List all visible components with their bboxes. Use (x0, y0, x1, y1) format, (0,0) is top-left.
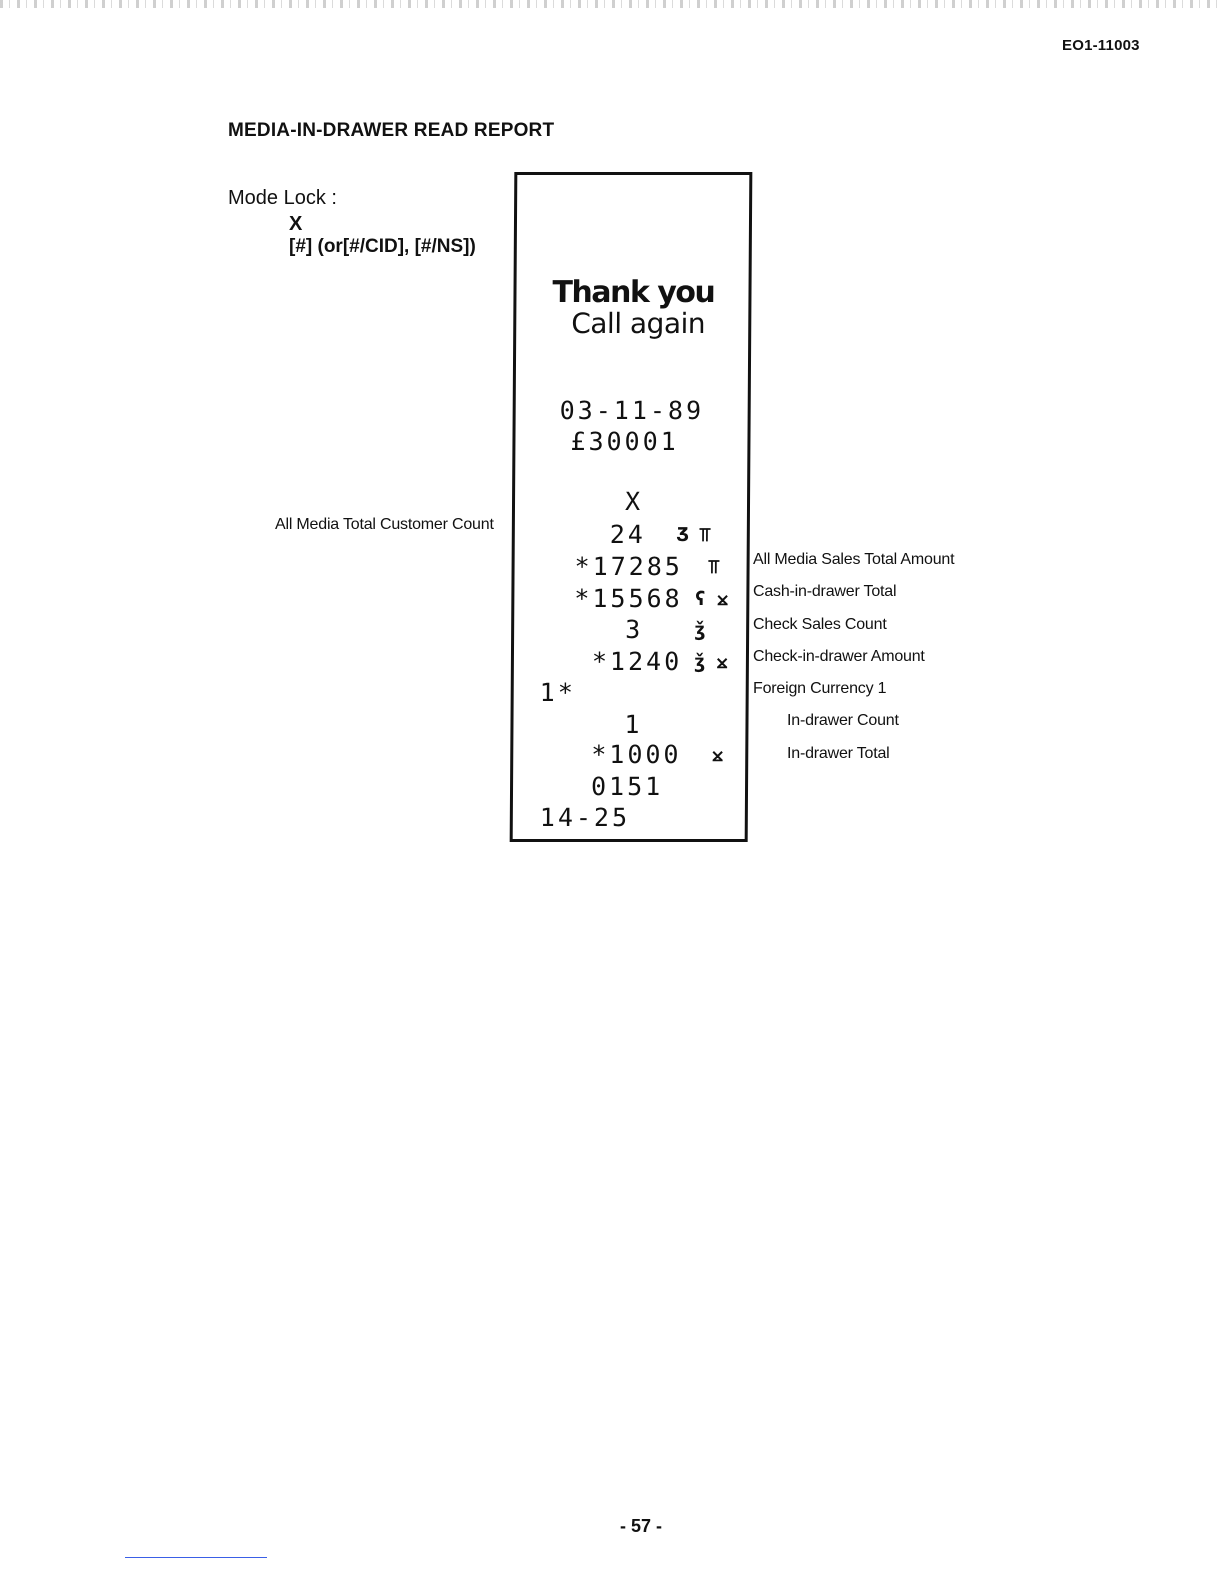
document-number: EO1-11003 (1062, 37, 1140, 54)
footer-rule (125, 1557, 267, 1558)
receipt-content (513, 175, 750, 839)
report-title: MEDIA-IN-DRAWER READ REPORT (228, 120, 555, 141)
receipt-register-number: £30001 (570, 427, 679, 456)
label-cash-in-drawer-total: Cash-in-drawer Total (753, 583, 897, 600)
scan-noise (0, 0, 1224, 8)
label-all-media-sales-total-amount: All Media Sales Total Amount (753, 551, 955, 568)
receipt-thank-you: Thank you (552, 275, 715, 310)
receipt-customer-count: 24 (609, 520, 647, 549)
receipt-foreign-currency: 1* (539, 678, 576, 707)
receipt-foreign-total: *1000 (591, 740, 682, 769)
mode-lock-keys: [#] (or[#/CID], [#/NS]) (289, 236, 476, 257)
label-check-in-drawer-amount: Check-in-drawer Amount (753, 648, 925, 665)
label-foreign-currency-1: Foreign Currency 1 (753, 680, 887, 697)
receipt-cash-total: *15568 (574, 584, 683, 613)
receipt-check-count: 3 (625, 615, 644, 644)
receipt-check-amount: *1240 (591, 647, 683, 676)
receipt-code-check-count: ǯ (694, 619, 706, 641)
receipt-sales-total: *17285 (574, 552, 683, 581)
receipt-time: 14-25 (539, 803, 631, 832)
receipt-code-foreign-total: ⨲ (712, 744, 724, 766)
label-check-sales-count: Check Sales Count (753, 616, 887, 633)
label-in-drawer-total: In-drawer Total (787, 745, 890, 762)
receipt-code-check-amount: ǯ ⨲ (693, 651, 728, 673)
mode-lock-value: X (289, 213, 303, 235)
receipt-consecutive-number: 0151 (590, 772, 664, 801)
page-number: - 57 - (620, 1516, 663, 1536)
receipt-call-again: Call again (571, 307, 706, 340)
mode-lock-label: Mode Lock : (228, 187, 337, 209)
label-all-media-total-customer-count: All Media Total Customer Count (275, 516, 494, 533)
receipt-code-customer-count: Ʒ ⫪ (676, 524, 711, 546)
receipt-mode: X (624, 487, 644, 516)
receipt-slip (510, 172, 753, 842)
receipt-code-sales-total: ⫪ (708, 556, 720, 578)
receipt-foreign-count: 1 (624, 710, 643, 739)
label-in-drawer-count: In-drawer Count (787, 712, 899, 729)
receipt-code-cash-total: ʕ ⨲ (694, 588, 729, 610)
receipt-date: 03-11-89 (559, 396, 705, 425)
